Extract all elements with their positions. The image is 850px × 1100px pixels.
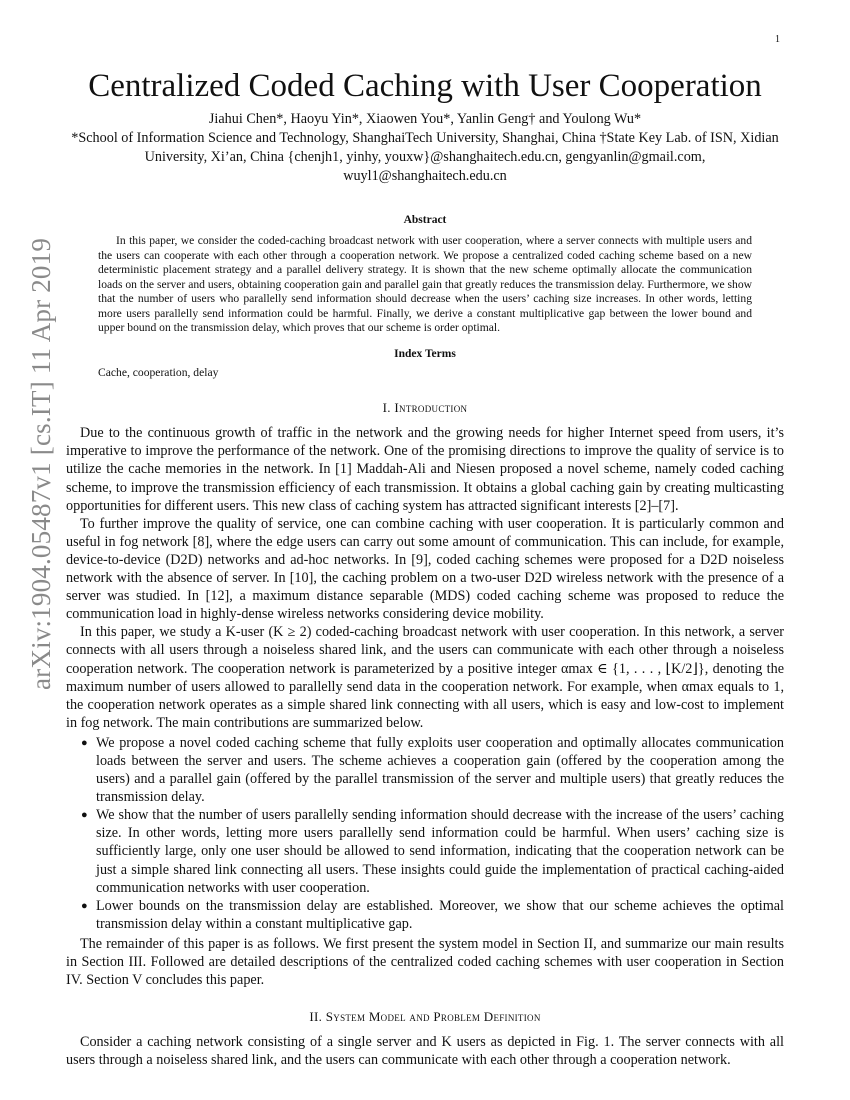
contribution-text: We propose a novel coded caching scheme that fully exploits user cooperation and optimally allocates communication loads between the server and users. The scheme achieves a cooperation gain (offered by the cooperation among the users) and a parallel gain (offered by the parallel transmission of the server and multiple users) that greatly reduces the transmission delay. (96, 734, 784, 806)
intro-paragraph-1: Due to the continuous growth of traffic in the network and the growing needs for higher Internet speed from users, it’s imperative to improve the performance of the network. One of the promising directions to improve the quality of service is to utilize the cache memories in the network. In [1] Maddah-Ali and Niesen proposed a novel scheme, namely coded caching scheme, to improve the transmission efficiency of each transmission. It obtains a global caching gain by creating multicasting opportunities for different users. This new class of caching system has attracted significant interests [2]–[7]. (66, 425, 784, 514)
intro-paragraph-3: In this paper, we study a K-user (K ≥ 2) coded-caching broadcast network with user cooperation. In this network, a server connects with all users through a noiseless shared link, and the users can communicate with each other through a noiseless cooperation network. The cooperation network is parameterized by a positive integer αmax ∈ {1, . . . , ⌊K/2⌋}, denoting the maximum number of users allowed to parallelly send data in the cooperation network. For example, when αmax equals to 1, the cooperation network operates as a simple shared link connecting with all users, which is easy and low-cost to implement in fog network. The main contributions are summarized below. (66, 624, 784, 731)
contribution-item (81, 734, 784, 806)
contribution-item (81, 806, 784, 896)
bullet-icon: ● (81, 899, 88, 912)
bullet-icon: ● (81, 736, 88, 749)
section-heading-system-model (66, 1009, 784, 1025)
contributions-list (66, 734, 784, 933)
paper-body (66, 60, 784, 1069)
author-affiliations: *School of Information Science and Technology, ShanghaiTech University, Shanghai, China †State Key Lab. of ISN, Xidian University, Xi’an, China {chenjh1, yinhy, youxw}@shanghaitech.edu.cn, gengyanlin@gmail.com, wuyl1@shanghaitech.edu.cn (71, 130, 779, 185)
contribution-item (81, 897, 784, 933)
section-numeral: II. (309, 1009, 323, 1025)
paper-title: Centralized Coded Caching with User Cooperation (88, 68, 762, 104)
contribution-text: We show that the number of users parallelly sending information should decrease with the increase of the users’ caching size. In other words, letting more users parallelly send information could be harmful. When users’ caching size is sufficiently large, only one user should be allowed to send information, indicating that the cooperation network can be just a simple shared link connecting all users. These insights could guide the implementation of practical caching-aided communication networks with user cooperation. (96, 807, 784, 896)
author-list: Jiahui Chen*, Haoyu Yin*, Xiaowen You*, Yanlin Geng† and Youlong Wu* (208, 111, 642, 128)
section-heading-introduction (66, 400, 784, 416)
index-terms-text: Cache, cooperation, delay (98, 365, 219, 379)
arxiv-identifier-stamp: arXiv:1904.05487v1 [cs.IT] 11 Apr 2019 (26, 237, 56, 690)
section-title: System Model and Problem Definition (325, 1009, 541, 1025)
abstract-text: In this paper, we consider the coded-caching broadcast network with user cooperation, where a server connects with multiple users and the users can cooperate with each other through a cooperation network. We propose a centralized coded caching scheme based on a new deterministic placement strategy and a parallel delivery strategy. It is shown that the new scheme optimally allocate the communication loads on the server and users, obtaining cooperation gain and parallel gain that greatly reduces the transmission delay. Furthermore, we show that the number of users who parallelly send information should decrease when the users’ caching size increases. In other words, letting more users parallelly send information could be harmful. Finally, we derive a constant multiplicative gap between the lower bound and upper bound on the transmission delay, which proves that our scheme is order optimal. (98, 234, 752, 335)
intro-paragraph-2: To further improve the quality of service, one can combine caching with user cooperation. It is particularly common and useful in fog network [8], where the edge users can carry out some amount of communication. This can include, for example, device-to-device (D2D) networks and ad-hoc networks. In [9], coded caching schemes were proposed for a D2D noiseless network with the absence of server. In [10], the caching problem on a two-user D2D wireless network with the presence of a server was studied. In [12], a maximum distance separable (MDS) coded caching scheme was proposed to reduce the communication load in highly-dense wireless networks considering device mobility. (66, 515, 784, 623)
page-number: 1 (775, 34, 780, 45)
abstract-heading: Abstract (403, 214, 447, 227)
index-terms-heading: Index Terms (394, 347, 456, 360)
system-model-paragraph-1: Consider a caching network consisting of a single server and K users as depicted in Fig. 1. The server connects with all users through a noiseless shared link, and the users can communicate with each other through a cooperation network. (66, 1034, 784, 1069)
section-numeral: I. (382, 400, 391, 416)
bullet-icon: ● (81, 809, 88, 822)
contribution-text: Lower bounds on the transmission delay are established. Moreover, we show that our scheme achieves the optimal transmission delay within a constant multiplicative gap. (96, 897, 784, 932)
section-title: Introduction (394, 400, 468, 416)
intro-paragraph-4: The remainder of this paper is as follows. We first present the system model in Section II, and summarize our main results in Section III. Followed are detailed descriptions of the centralized coded caching schemes with user cooperation in Section IV. Section V concludes this paper. (66, 935, 784, 989)
